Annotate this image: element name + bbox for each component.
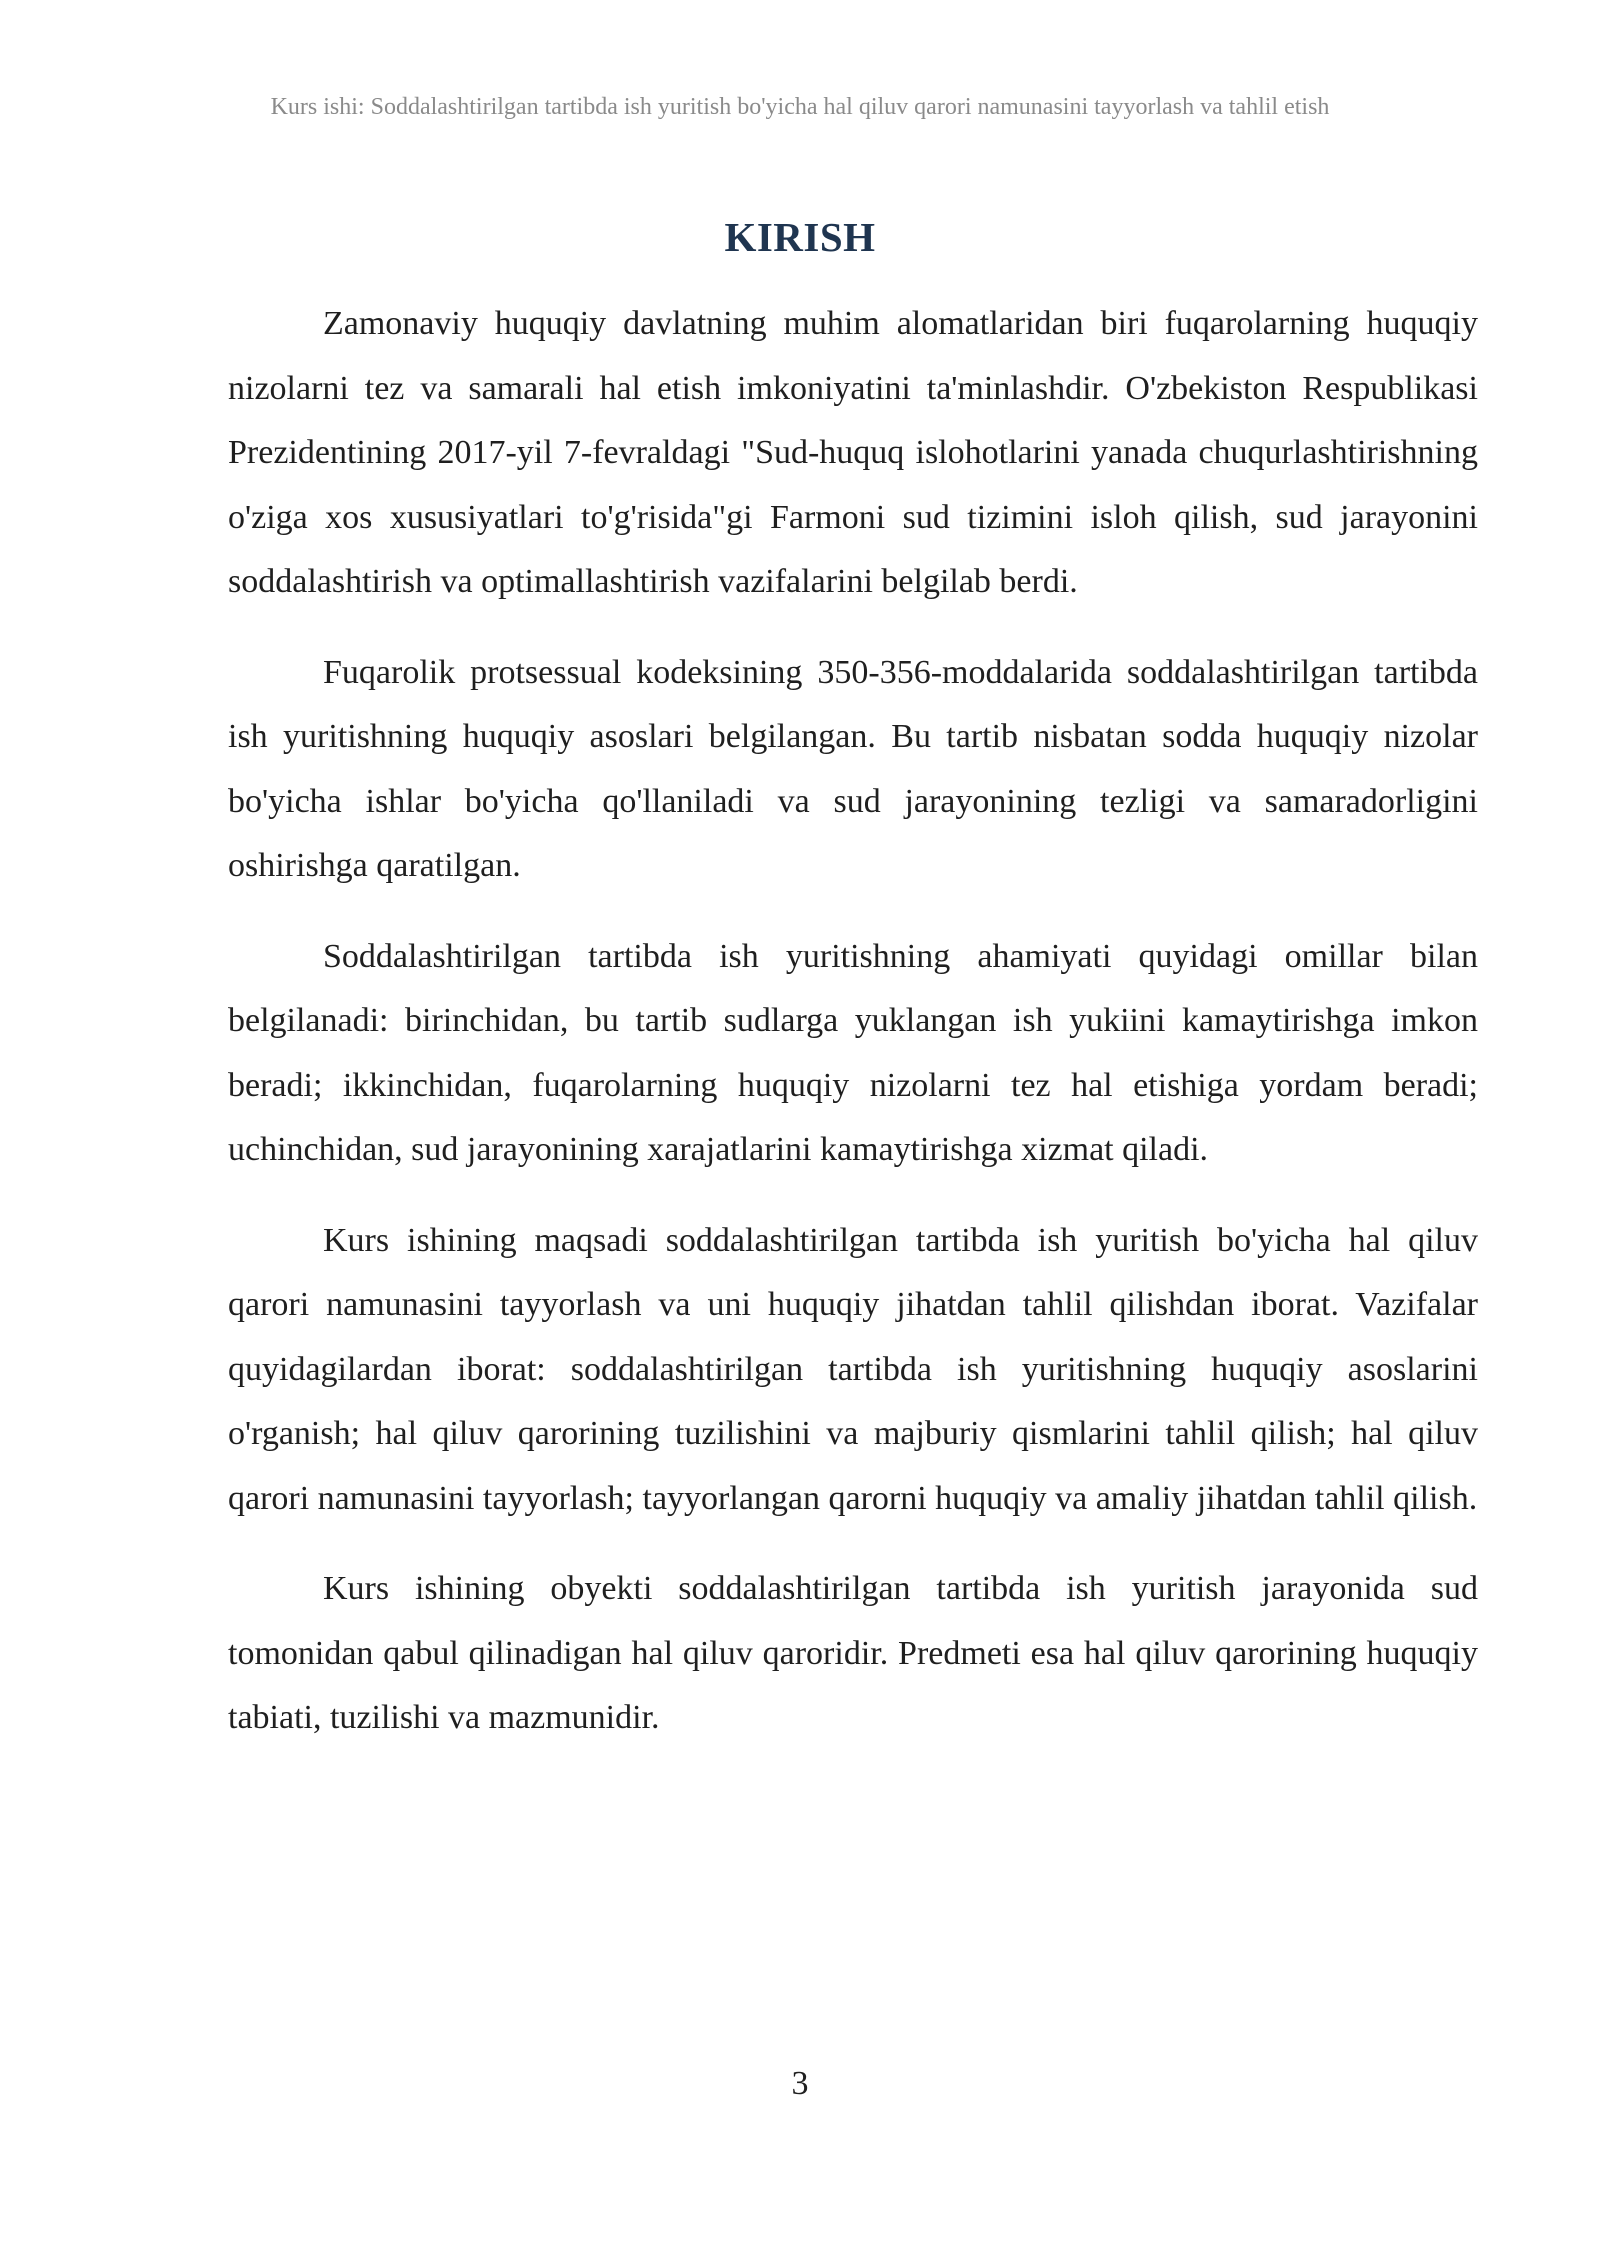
paragraph-legal-basis: Fuqarolik protsessual kodeksining 350-356-moddalarida soddalashtirilgan tartibda ish yuritishning huquqiy asoslari belgilangan. Bu tartib nisbatan sodda huquqiy nizolar bo'yicha ishlar bo'yicha qo'llaniladi va sud jarayonining tezligi va samaradorligini oshirishga qaratilgan.	[228, 653, 1478, 884]
page-number: 3	[791, 2065, 809, 2102]
paragraph-significance: Soddalashtirilgan tartibda ish yuritishning ahamiyati quyidagi omillar bilan belgilanadi: birinchidan, bu tartib sudlarga yuklangan ish yukiini kamaytirishga imkon beradi; ikkinchidan, fuqarolarning huquqiy nizolarni tez hal etishiga yordam beradi; uchinchidan, sud jarayonining xarajatlarini kamaytirishga xizmat qiladi.	[228, 937, 1478, 1168]
paragraph-object-subject: Kurs ishining obyekti soddalashtirilgan tartibda ish yuritish jarayonida sud tomonidan qabul qilinadigan hal qiluv qaroridir. Predmeti esa hal qiluv qarorining huquqiy tabiati, tuzilishi va mazmunidir.	[228, 1570, 1478, 1736]
running-header: Kurs ishi: Soddalashtirilgan tartibda ish yuritish bo'yicha hal qiluv qarori namunasini tayyorlash va tahlil etish	[270, 94, 1330, 120]
body-text	[228, 292, 1478, 1777]
paragraph-aim-tasks: Kurs ishining maqsadi soddalashtirilgan tartibda ish yuritish bo'yicha hal qiluv qarori namunasini tayyorlash va uni huquqiy jihatdan tahlil qilishdan iborat. Vazifalar quyidagilardan iborat: soddalashtirilgan tartibda ish yuritishning huquqiy asoslarini o'rganish; hal qiluv qarorining tuzilishini va majburiy qismlarini tahlil qilish; hal qiluv qarori namunasini tayyorlash; tayyorlangan qarorni huquqiy va amaliy jihatdan tahlil qilish.	[228, 1221, 1478, 1517]
paragraph-intro: Zamonaviy huquqiy davlatning muhim alomatlaridan biri fuqarolarning huquqiy nizolarni tez va samarali hal etish imkoniyatini ta'minlashdir. O'zbekiston Respublikasi Prezidentining 2017-yil 7-fevraldagi "Sud-huquq islohotlarini yanada chuqurlashtirishning o'ziga xos xususiyatlari to'g'risida"gi Farmoni sud tizimini isloh qilish, sud jarayonini soddalashtirish va optimallashtirish vazifalarini belgilab berdi.	[228, 305, 1478, 600]
section-title: KIRISH	[724, 214, 876, 260]
